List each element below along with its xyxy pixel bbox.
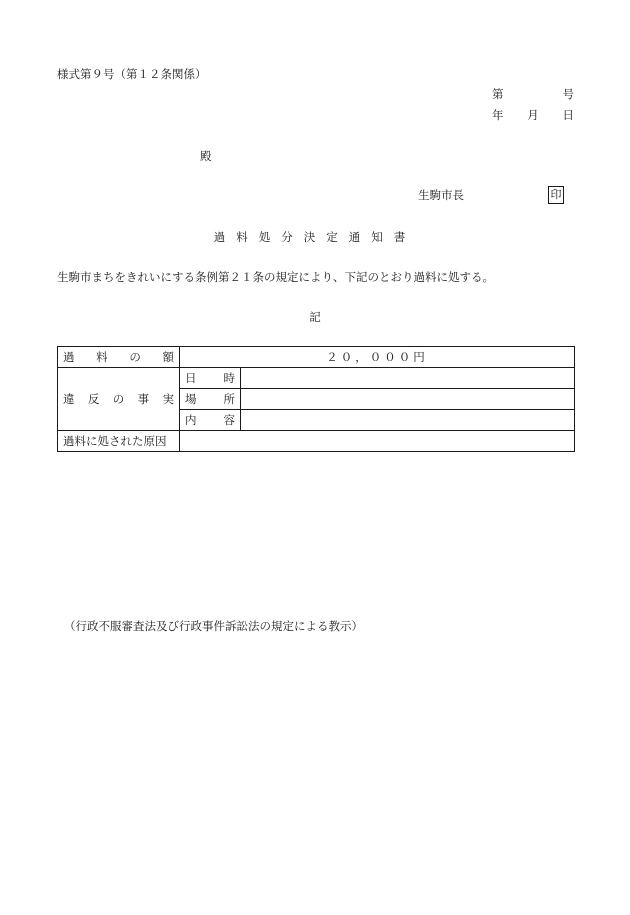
- date-month: 月: [527, 108, 539, 122]
- violation-datetime-row: [58, 368, 575, 389]
- body-text: 生駒市まちをきれいにする条例第２１条の規定により、下記のとおり過料に処する。: [57, 270, 494, 284]
- form-number: 様式第９号（第１２条関係）: [57, 67, 207, 81]
- document-number-suffix: 号: [562, 87, 574, 101]
- reason-row: [58, 431, 575, 452]
- fine-details-table: [57, 346, 575, 452]
- document-number: [492, 87, 574, 101]
- content-value: [241, 410, 575, 431]
- document-date: [492, 108, 574, 122]
- ki-heading: 記: [309, 310, 321, 324]
- datetime-value: [241, 368, 575, 389]
- place-value: [241, 389, 575, 410]
- date-day: 日: [562, 108, 574, 122]
- issuer-name: 生駒市長: [418, 188, 464, 202]
- reason-value: [180, 431, 575, 452]
- violation-label: 違反の事実: [58, 368, 180, 431]
- datetime-label: 日時: [180, 368, 241, 389]
- addressee-honorific: 殿: [200, 149, 212, 163]
- amount-value: ２０，０００円: [180, 347, 575, 368]
- document-number-prefix: 第: [492, 87, 504, 101]
- amount-row: [58, 347, 575, 368]
- seal-mark: 印: [548, 186, 564, 204]
- date-year: 年: [492, 108, 504, 122]
- amount-label: 過料の額: [58, 347, 180, 368]
- place-label: 場所: [180, 389, 241, 410]
- appeal-notice: （行政不服審査法及び行政事件訴訟法の規定による教示）: [64, 619, 363, 633]
- document-title: 過料処分決定通知書: [213, 230, 417, 244]
- reason-label: 過料に処された原因: [58, 431, 180, 452]
- content-label: 内容: [180, 410, 241, 431]
